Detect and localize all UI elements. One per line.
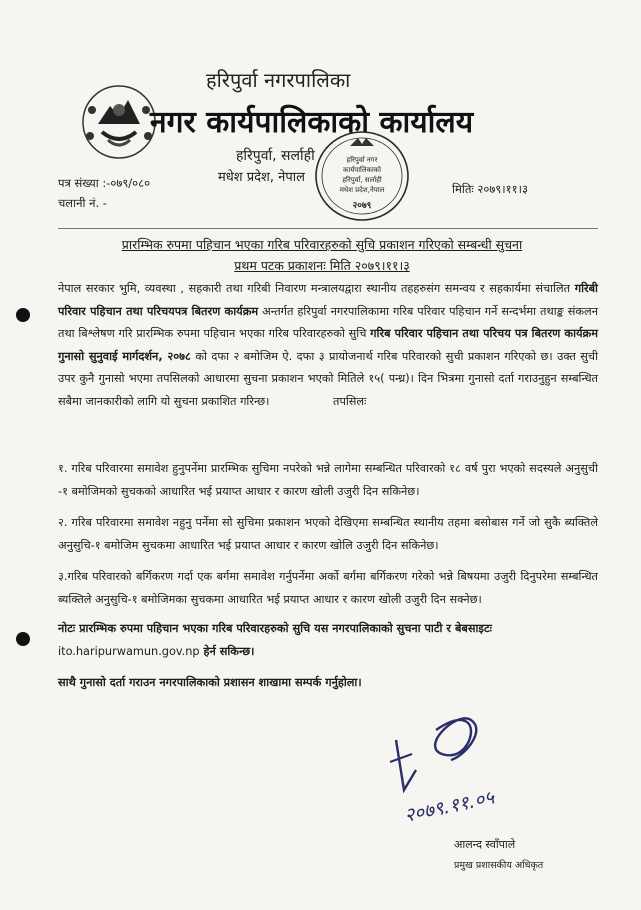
tapsil-label: तपसिलः xyxy=(333,394,367,408)
notice-publication-date: प्रथम पटक प्रकाशनः मिति २०७९।११।३ xyxy=(234,258,410,273)
stamp-line-3: हरिपुर्वा, सर्लाही xyxy=(342,176,382,184)
stamp-line-2: कार्यपालिकाको xyxy=(343,166,381,174)
office-address-district: हरिपुर्वा, सर्लाही xyxy=(236,148,315,164)
intro-text-1: नेपाल सरकार भुमि, व्यवस्था , सहकारी तथा गरिबी निवारण मन्त्रालयद्वारा स्थानीय तहहरुसंग समन्वय र सहकार्यमा संचालित xyxy=(58,282,575,295)
stamp-line-4: मधेश प्रदेश,नेपाल xyxy=(339,186,385,194)
municipality-name: हरिपुर्वा नगरपालिका xyxy=(206,68,351,92)
stamp-line-1: हरिपुर्वा नगर xyxy=(346,156,378,164)
intro-text-2: अन्तर्गत हरिपुर्वा नगरपालिकामा गरिब परिवार पहिचान गर्ने सन्दर्भमा तथाङ्क संकलन तथा बिश्लेषण गरि प्रारम्भिक रुपमा पहिचान भएका गरिब परिवारहरुको सुचि xyxy=(58,304,598,340)
item-1: १. गरिब परिवारमा समावेश हुनुपर्नेमा प्रारम्भिक सुचिमा नपरेको भन्ने लागेमा सम्बन्धित परिवारको १८ वर्ष पुरा भएको सदस्यले अनुसुची -१ बमोजिमको सुचकको आधारित भई प्रयाप्त आधार र कारण खोली उजुरी दिन सकिनेछ। xyxy=(58,462,598,498)
punch-hole-bottom xyxy=(16,632,30,646)
notice-subject: प्रारम्भिक रुपमा पहिचान भएका गरिब परिवारहरुको सुचि प्रकाशन गरिएको सम्बन्धी सुचना xyxy=(121,237,523,252)
intro-paragraph xyxy=(58,278,598,413)
emblem-logo xyxy=(78,80,160,164)
office-title: नगर कार्यपालिकाको कार्यालय xyxy=(150,105,474,140)
website-link[interactable]: ito.haripurwamun.gov.np xyxy=(58,644,200,658)
item-2: २. गरिब परिवारमा समावेश नहुनु पर्नेमा सो सुचिमा प्रकाशन भएको देखिएमा सम्बन्धित स्थानीय तहमा बसोबास गर्ने जो सुकै ब्यक्तिले अनुसुचि-१ बमोजिम सुचकमा आधारित भई प्रयाप्त आधार र कारण खोलि उजुरी दिन सकिनेछ। xyxy=(58,516,598,552)
office-address-province: मधेश प्रदेश, नेपाल xyxy=(218,170,305,185)
note-text: नोटः प्रारम्भिक रुपमा पहिचान भएका गरिब परिवारहरुको सुचि यस नगरपालिकाको सुचना पाटी र बेबसाइटः xyxy=(58,622,492,635)
stamp-year: २०७९ xyxy=(352,201,372,211)
issue-date: मितिः २०७९।११।३ xyxy=(452,182,528,196)
closing-line: साथै गुनासो दर्ता गराउन नगरपालिकाको प्रशासन शाखामा सम्पर्क गर्नुहोला। xyxy=(58,676,362,689)
letter-number: पत्र संख्या :-०७९/०८० xyxy=(58,176,151,190)
intro-text-3: को दफा २ बमोजिम ऐ. दफा ३ प्रायोजनार्थ गरिब परिवारको सुची प्रकाशन गरिएको छ। उक्त सुची उपर कुनै गुनासो भएमा तपसिलको आधारमा सुचना प्रकाशन भएको मितिले १५( पन्ध्र)। दिन भित्रमा गुनासो दर्ता गराउनुहुन सम्बन्धित सबैमा जानकारीको लागि यो सुचना प्रकाशित गरिन्छ। xyxy=(58,349,599,408)
officer-name: आलन्द स्वाँपाले xyxy=(454,838,516,851)
item-3: ३.गरिब परिवारको बर्गिकरण गर्दा एक बर्गमा समावेश गर्नुपर्नेमा अर्को बर्गमा बर्गिकरण गरेको भन्ने बिषयमा उजुरी दिनुपरेमा सम्बन्धित ब्यक्तिले अनुसुचि-१ बमोजिमका सुचकमा आधारित भई प्रयाप्त आधार र कारण खोली उजुरी दिन सक्नेछ। xyxy=(58,570,598,606)
official-stamp xyxy=(312,128,412,224)
guideline-name: गरिब परिवार पहिचान तथा परिचय पत्र बितरण कार्यक्रम गुनासो सुनुवाई मार्गदर्शन, २०७८ xyxy=(58,327,598,363)
signature-block xyxy=(376,700,596,900)
header-divider xyxy=(58,228,598,229)
punch-hole-top xyxy=(16,308,30,322)
officer-title: प्रमुख प्रशासकीय अधिकृत xyxy=(454,860,544,871)
signature-date: २०७९.११.०५ xyxy=(402,786,497,827)
dispatch-number: चलानी नं. - xyxy=(58,196,107,210)
note-tail: हेर्न सकिन्छ। xyxy=(199,644,255,658)
note-paragraph xyxy=(58,618,603,663)
programme-name: गरिबी परिवार पहिचान तथा परिचयपत्र बितरण कार्यक्रम xyxy=(58,282,598,318)
